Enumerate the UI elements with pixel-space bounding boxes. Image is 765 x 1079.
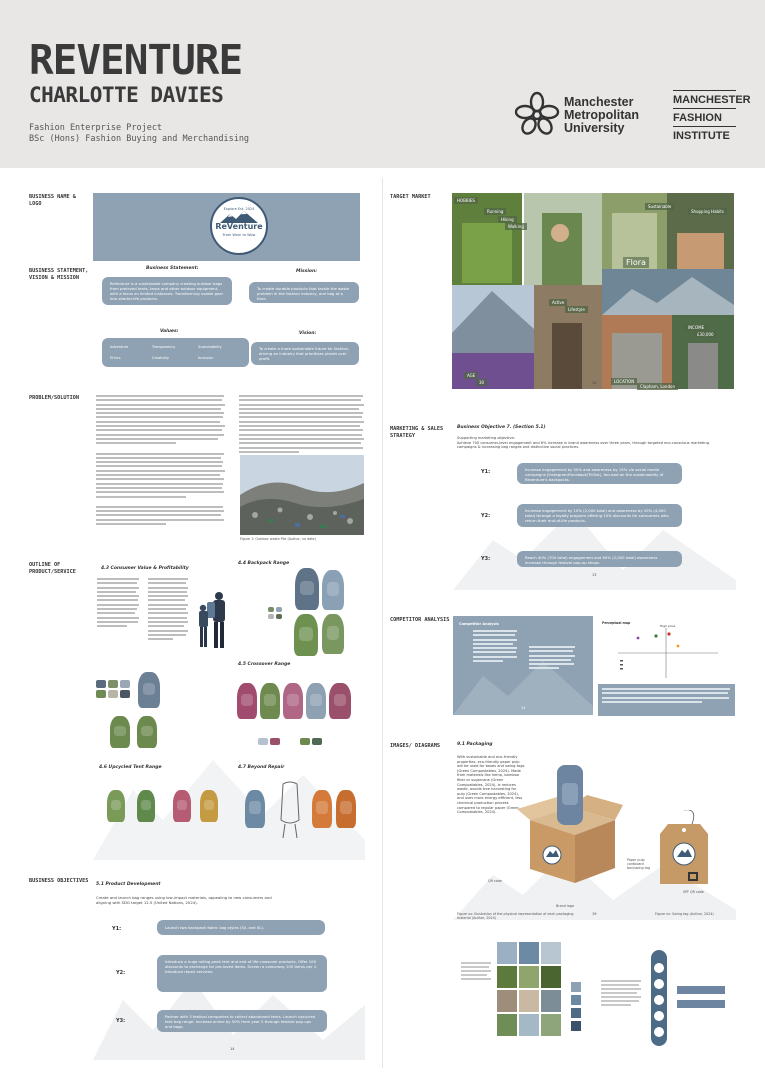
marketing-y1-text: Increase engagement by 50% and awareness by 15% via social media campaigns (Instagram/Facebook/TikTok), focused on the sustainability of Reventure's backpacks. [517,463,682,484]
backpack-image [245,790,265,828]
perceptual-map-axes [598,616,735,683]
objective-year-2: Y2: [116,970,126,976]
label-tag: SPF QR code [683,890,704,894]
backpack-range-heading: 4.4 Backpack Range [238,561,290,566]
objective-y3-text: Partner with 3 festival companies to collect abandoned tents. Launch upcycled tent bag range. Increase online by 50% from year 2 through festival pop-ups and bags. [157,1010,327,1032]
material-board [453,940,736,1050]
page-number: 10 [592,381,597,385]
backpack-image [237,683,257,719]
swatch [108,690,118,698]
page-number: 14 [230,1047,235,1051]
swatch [300,738,310,745]
marketing-y2-text: Increase engagement by 10% (2,000 total) and awareness by 20% (4,000 total) through a loyalty program offering 10% discounts for consumers who return their end-of-life products. [517,504,682,527]
swatch [108,680,118,688]
backpack-image [260,683,280,719]
swatch [270,738,280,745]
swatch [120,690,130,698]
marketing-heading: Business Objective 7. (Section 5.1) [457,425,546,430]
packaging-caption-right: Figure xx: Swing tag (Author, 2024) [655,912,714,916]
marketing-year-1: Y1: [481,469,491,475]
mood-tag-income: INCOME [685,324,707,331]
mood-tag-age-value: 30 [476,379,487,386]
backpack-image [107,790,125,822]
mmu-wordmark: Manchester Metropolitan University [564,95,639,135]
label-pulp: Paper pulp cardboard box/swing tag [627,858,651,870]
mission-heading: Mission: [296,269,318,274]
backpack-image [312,790,332,828]
poster-header [0,0,765,168]
project-line-2: BSc (Hons) Fashion Buying and Merchandising [29,134,250,144]
backpack-image [200,790,218,822]
mood-tag-sustainable: Sustainable [645,203,674,210]
mood-tag-age: AGE [464,372,478,379]
swatch [96,690,106,698]
mood-tag-active: Active [549,299,567,306]
backpack-image [322,570,344,610]
mood-tag-income-value: £30,000 [694,331,717,338]
perceptual-map: Perceptual map High price [598,616,735,683]
reventure-logo: Explore Est. 2024 ReVenture From Worn to Wow [210,197,268,255]
backpack-image [138,672,160,708]
section-label-outline: OUTLINE OF PRODUCT/SERVICE [29,562,76,575]
business-statement-heading: Business Statement: [146,266,199,271]
marketing-y3-text: Reach 40% (700 total) engagement and 60% (2,000 total) awareness increase through festival pop-up shops. [517,551,682,567]
mood-tag-flora: Flora [623,257,649,268]
packaging-box-illustration [515,765,625,885]
values-heading: Values: [160,329,179,334]
section-label-business-name: BUSINESS NAME & LOGO [29,194,76,207]
swatch [96,680,106,688]
backpack-image [336,790,356,828]
backpack-image [173,790,191,822]
crossover-range-heading: 4.5 Crossover Range [238,662,291,667]
swatch [258,738,268,745]
objective-year-1: Y1: [112,926,122,932]
mood-tag-lifestyle: Lifestyle [565,306,588,313]
section-label-images: IMAGES/ DIAGRAMS [390,743,440,749]
mfi-logo: MANCHESTER FASHION INSTITUTE [673,90,736,144]
section-label-marketing: MARKETING & SALES STRATEGY [390,426,444,439]
packaging-text: With sustainable and eco-friendly properties, eco-friendly paper pulp will be used for boxes and swing tags (Green Compostables, 2024). Made from materials like hemp, bamboo fiber or sugarcane (Green Compostables, 2024), is reduces waste, avoids tree harvesting for pulp (Green Compostables, 2024), and uses more energy-efficient, less chemical production process compared to regular paper (Green Compostables, 2024). [457,755,525,815]
mmu-logo-icon [514,91,560,137]
label-stamp: Brand logo [556,904,574,908]
section-label-competitor: COMPETITOR ANALYSIS [390,617,450,623]
backpack-image [294,614,318,656]
upcycled-range-heading: 4.6 Upcycled Tent Range [99,765,162,770]
section-label-objectives: BUSINESS OBJECTIVES [29,878,89,884]
target-market-moodboard [452,193,734,389]
competitor-panel: Competitor Analysis 14 [453,616,593,715]
mood-tag-location-value: Clapham, London [637,383,678,390]
mood-tag-walking: Walking [505,223,527,230]
swing-tag-illustration [658,810,710,886]
swatch [120,680,130,688]
page-number: 19 [592,912,597,916]
vision-text: To create a more sustainable future for fashion, driving an industry that prioritises planet over profit. [251,342,359,365]
marketing-year-3: Y3: [481,556,491,562]
swatch [268,614,274,619]
backpack-image [295,568,319,610]
repair-sketch [275,780,305,840]
mood-tag-location: LOCATION [611,378,637,385]
label-qr: QR code [488,879,502,883]
consumer-value-heading: 4.3 Consumer Value & Profitability [101,566,189,571]
swatch [276,614,282,619]
mood-tag-running: Running [484,208,506,215]
business-statement-text: ReVenture is a sustainable company creating outdoor bags from preloved tents, tarps and other outdoor equipment, with a focus on limited instances. Transforming usable gear into shorter-life products. [102,277,232,305]
problem-text-column-1 [96,395,226,527]
brand-title: REVENTURE [29,36,243,84]
waste-pile-photo [240,455,364,535]
author-name: CHARLOTTE DAVIES [29,83,224,107]
competitor-summary [598,684,735,716]
objectives-heading: 5.1 Product Development [96,882,161,887]
objectives-intro: Create and launch bag ranges using low-impact materials, appealing to new consumers and aligning with SDG target 12.5 (United Nations, 2024). [96,895,272,905]
backpack-image [306,683,326,719]
objective-y2-text: Introduce a huge rolling peak tent and end of life crossover products. Offer 100 discounts to exchange for pre-loved items. Screen a colourway 100 items per 1. Introduce repair services. [157,955,327,992]
section-label-problem: PROBLEM/SOLUTION [29,395,79,401]
backpack-image [322,614,344,654]
consumer-value-text-1 [97,578,139,630]
backpack-image [137,716,157,748]
beyond-repair-heading: 4.7 Beyond Repair [238,765,285,770]
backpack-image [283,683,303,719]
vision-heading: Vision: [299,331,317,336]
packaging-heading: 9.1 Packaging [457,742,493,747]
packaging-caption-left: Figure xx: Illustration of the physical representation of each packaging material (Author, 2024) [457,912,574,920]
objective-year-3: Y3: [116,1018,126,1024]
marketing-year-2: Y2: [481,513,491,519]
page-number: 13 [592,573,597,577]
waste-pile-caption: Figure 1: Outdoor waste Pile (Author, no date) [240,537,316,541]
mission-text: To create durable products that tackle the waste problem in the fashion industry, one bag at a time. [249,282,359,303]
backpack-image [110,716,130,748]
backpack-image [137,790,155,822]
mood-tag-hobbies: HOBBIES [454,197,478,204]
values-list: Adventure Transparency Sustainability Ethics Creativity Inclusion [102,338,249,367]
logo-panel [93,193,360,261]
swatch [312,738,322,745]
swatch [276,607,282,612]
problem-text-column-2 [239,395,365,455]
marketing-intro: Supporting marketing objective: Achieve 700 consumer-level engagement and 6% increase in brand awareness over three years, through targeted eco-conscious marketing campaigns & increasing bag ranges and distinctive social practices. [457,436,709,450]
hikers-illustration [193,590,231,652]
mood-tag-shopping: Shopping Habits [688,208,727,215]
consumer-value-text-2 [148,578,188,642]
backpack-image [329,683,351,719]
mood-tag-hiking: Hiking [498,216,517,223]
project-line-1: Fashion Enterprise Project [29,123,163,133]
swatch [268,607,274,612]
column-divider [382,178,383,1068]
objective-y1-text: Launch two backpack fabric bag styles (S/L and XL). [157,920,325,935]
section-label-target-market: TARGET MARKET [390,194,431,200]
section-label-statement: BUSINESS STATEMENT, VISION & MISSION [29,268,89,281]
